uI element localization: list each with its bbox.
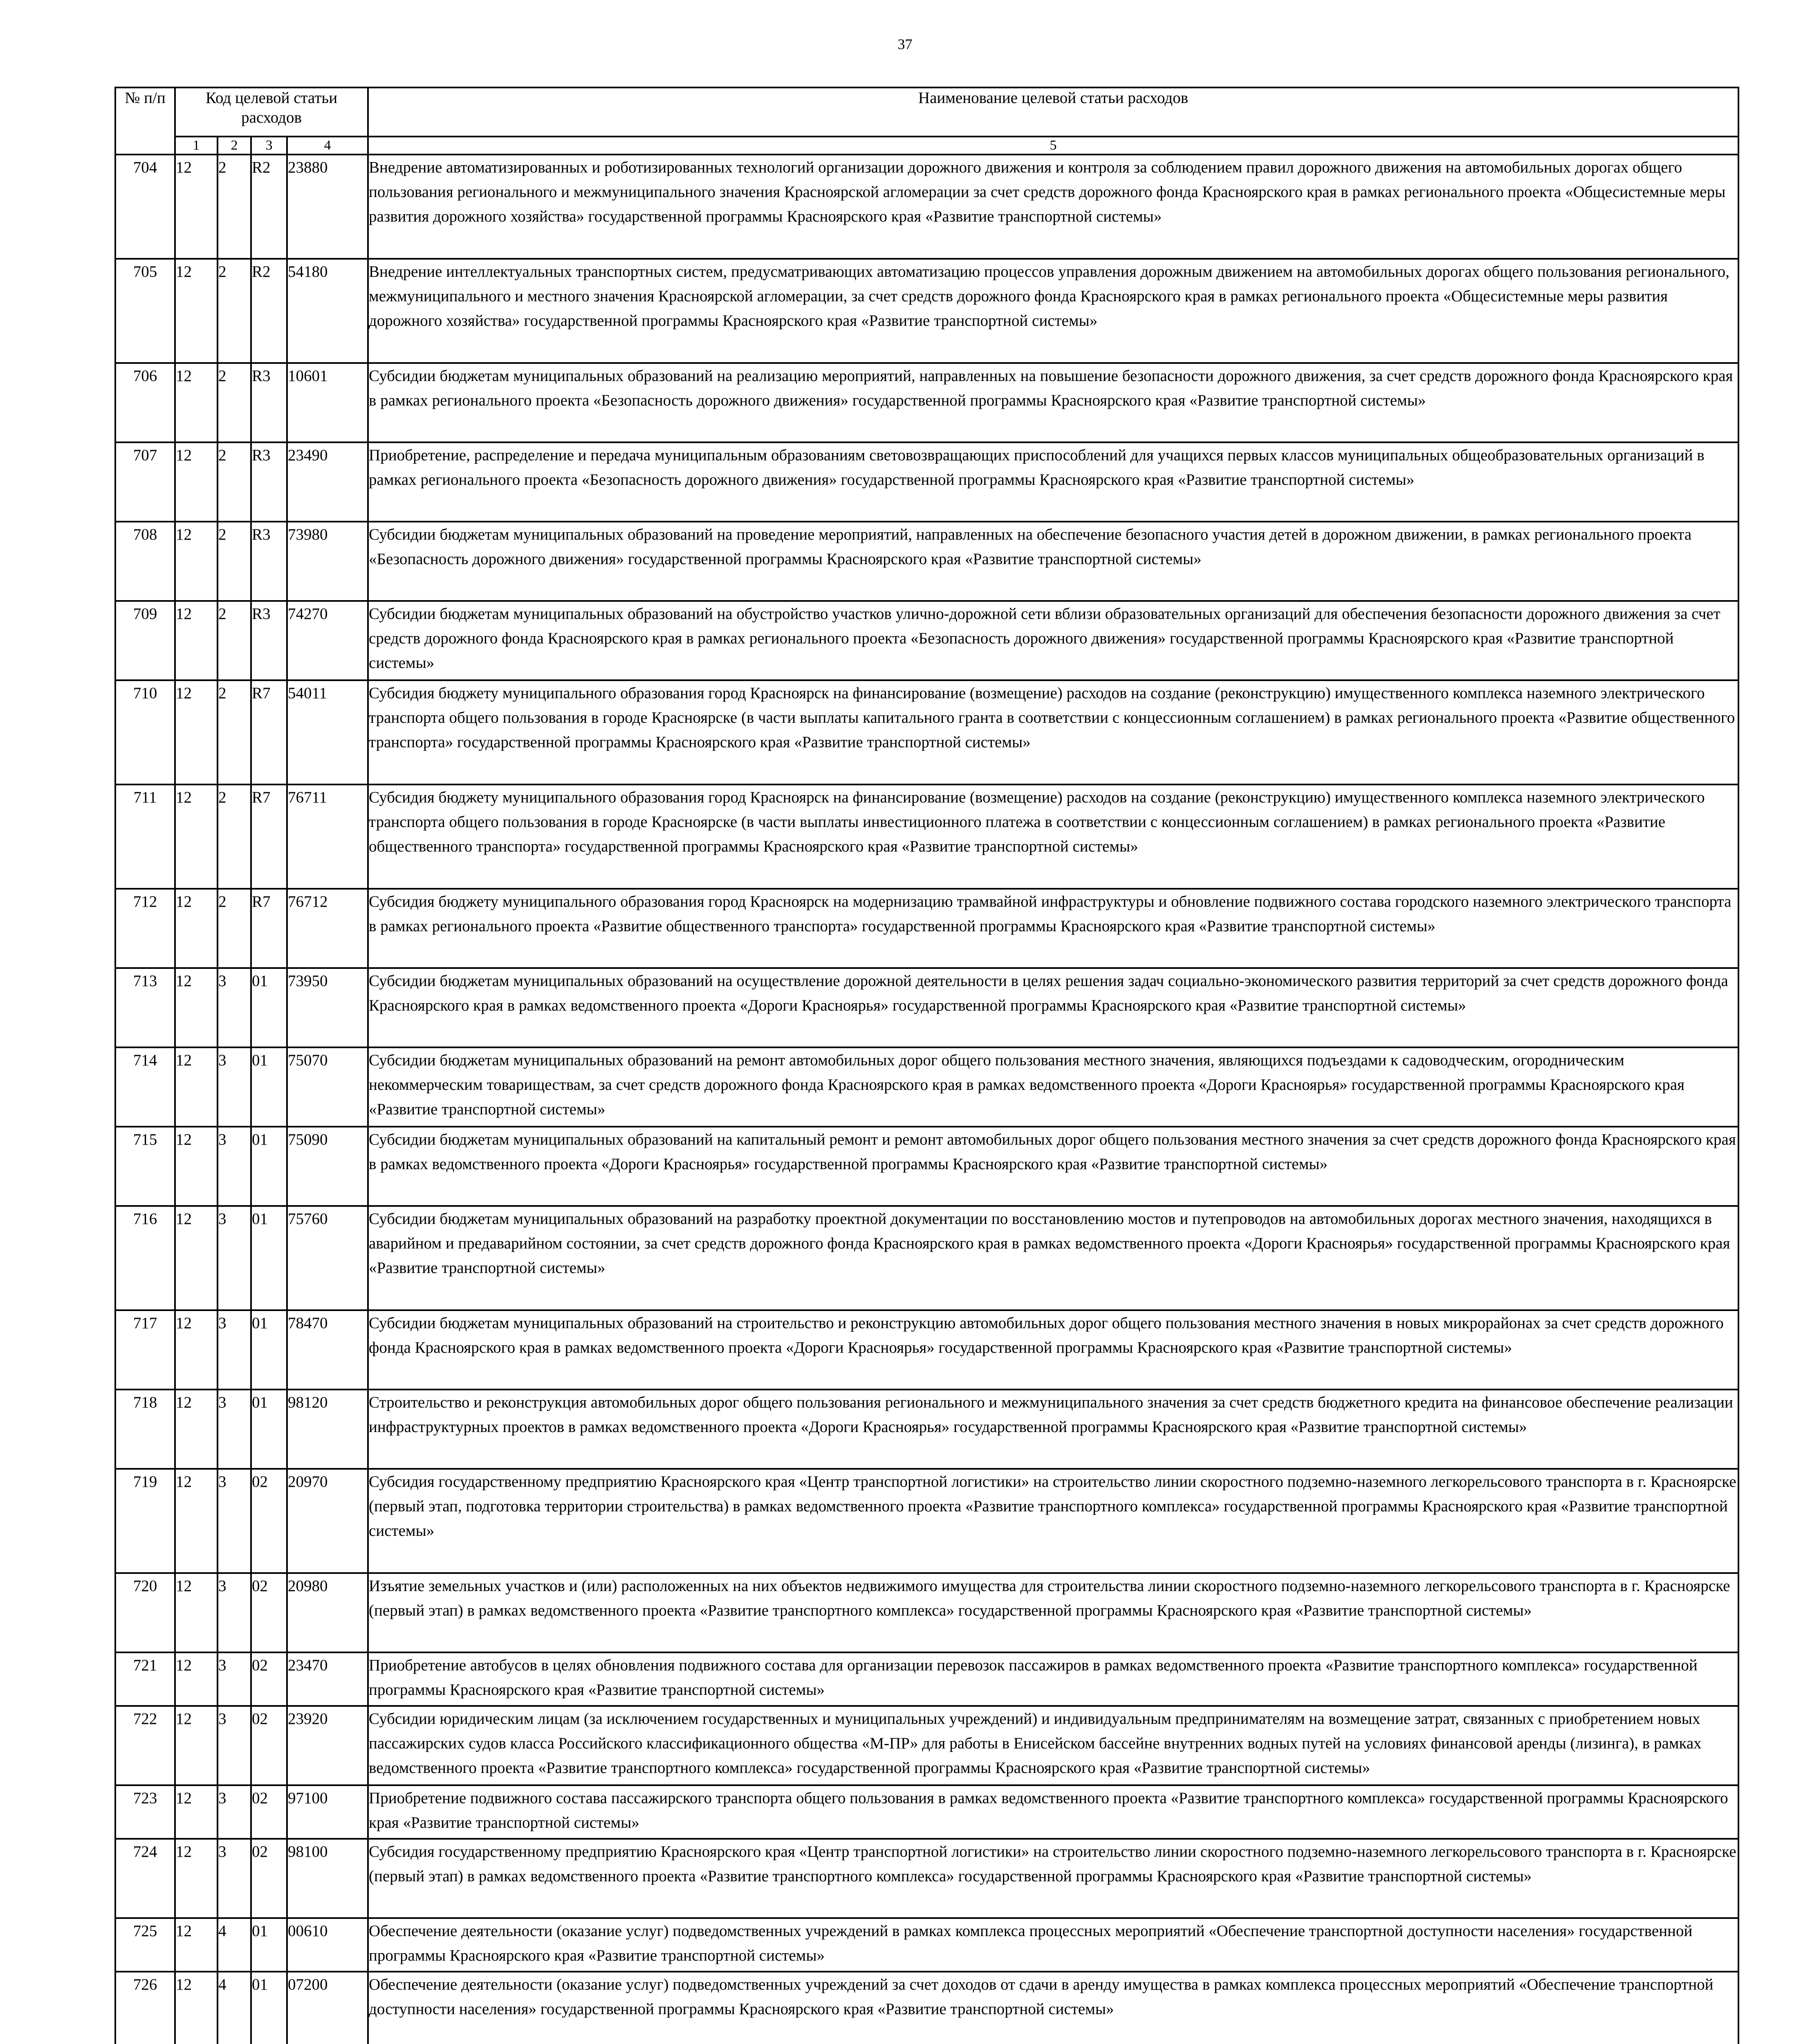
table-row [115,1972,1738,2044]
row-description: Внедрение автоматизированных и роботизированных технологий организации дорожного движения и контроля за соблюдением правил дорожного движения на автомобильных дорогах общего пользования регионального и межмуниципального значения Красноярской агломерации за счет средств дорожного фонда Красноярского края в рамках регионального проекта «Общесистемные меры развития дорожного хозяйства» государственной программы Красноярского края «Развитие транспортной системы» [368,155,1738,259]
row-number: 722 [115,1706,175,1785]
row-description: Субсидия бюджету муниципального образования город Красноярск на финансирование (возмещение) расходов на создание (реконструкцию) имущественного комплекса наземного электрического транспорта общего пользования в городе Красноярске (в части выплаты капитального гранта в соответствии с концессионным соглашением) в рамках регионального проекта «Развитие общественного транспорта» государственной программы Красноярского края «Развитие транспортной системы» [368,680,1738,784]
code-part-3: R3 [251,363,287,442]
row-number: 720 [115,1573,175,1652]
row-number: 711 [115,784,175,889]
row-number: 725 [115,1918,175,1972]
code-part-4: 98120 [287,1390,368,1469]
header-num-3: 3 [251,137,287,155]
code-part-3: 01 [251,1390,287,1469]
code-part-1: 12 [175,784,218,889]
row-number: 705 [115,259,175,363]
code-part-1: 12 [175,1469,218,1573]
row-description: Приобретение автобусов в целях обновления подвижного состава для организации перевозок пассажиров в рамках ведомственного проекта «Развитие транспортного комплекса» государственной программы Красноярского края «Развитие транспортной системы» [368,1652,1738,1706]
code-part-1: 12 [175,680,218,784]
code-part-4: 20970 [287,1469,368,1573]
code-part-2: 3 [218,1706,251,1785]
table-row [115,1839,1738,1918]
row-description: Приобретение подвижного состава пассажирского транспорта общего пользования в рамках ведомственного проекта «Развитие транспортного комплекса» государственной программы Красноярского края «Развитие транспортной системы» [368,1785,1738,1839]
table-row [115,363,1738,442]
code-part-4: 75070 [287,1047,368,1127]
code-part-3: 02 [251,1652,287,1706]
code-part-3: 01 [251,1918,287,1972]
table-row [115,1573,1738,1652]
row-number: 717 [115,1310,175,1390]
code-part-1: 12 [175,155,218,259]
code-part-4: 07200 [287,1972,368,2044]
row-description: Субсидии юридическим лицам (за исключением государственных и муниципальных учреждений) и индивидуальным предпринимателям на возмещение затрат, связанных с приобретением новых пассажирских судов класса Российского классификационного общества «М-ПР» для работы в Енисейском бассейне внутренних водных путей на условиях финансовой аренды (лизинга), в рамках ведомственного проекта «Развитие транспортного комплекса» государственной программы Красноярского края «Развитие транспортной системы» [368,1706,1738,1785]
code-part-2: 2 [218,442,251,522]
code-part-2: 2 [218,259,251,363]
row-description: Субсидия бюджету муниципального образования город Красноярск на модернизацию трамвайной инфраструктуры и обновление подвижного состава городского наземного электрического транспорта в рамках регионального проекта «Развитие общественного транспорта» государственной программы Красноярского края «Развитие транспортной системы» [368,889,1738,968]
code-part-2: 3 [218,1785,251,1839]
code-part-3: R2 [251,155,287,259]
table-row [115,968,1738,1047]
code-part-1: 12 [175,363,218,442]
code-part-1: 12 [175,522,218,601]
code-part-4: 73950 [287,968,368,1047]
header-num-1: 1 [175,137,218,155]
row-description: Субсидии бюджетам муниципальных образований на разработку проектной документации по восстановлению мостов и путепроводов на автомобильных дорогах местного значения, находящихся в аварийном и предаварийном состоянии, за счет средств дорожного фонда Красноярского края в рамках ведомственного проекта «Дороги Красноярья» государственной программы Красноярского края «Развитие транспортной системы» [368,1206,1738,1310]
row-number: 724 [115,1839,175,1918]
header-num-2: 2 [218,137,251,155]
table-header [115,87,1738,155]
code-part-1: 12 [175,1918,218,1972]
table-row [115,1047,1738,1127]
row-description: Субсидии бюджетам муниципальных образований на осуществление дорожной деятельности в целях решения задач социально-экономического развития территорий за счет средств дорожного фонда Красноярского края в рамках ведомственного проекта «Дороги Красноярья» государственной программы Красноярского края «Развитие транспортной системы» [368,968,1738,1047]
header-no: № п/п [115,87,175,155]
code-part-4: 23490 [287,442,368,522]
code-part-1: 12 [175,1206,218,1310]
header-code: Код целевой статьи расходов [175,87,368,137]
row-number: 715 [115,1127,175,1206]
code-part-2: 2 [218,522,251,601]
code-part-4: 74270 [287,601,368,680]
header-num-4: 4 [287,137,368,155]
code-part-3: R3 [251,601,287,680]
table-row [115,155,1738,259]
code-part-4: 23470 [287,1652,368,1706]
table-row [115,1918,1738,1972]
code-part-2: 3 [218,1206,251,1310]
code-part-4: 75090 [287,1127,368,1206]
row-description: Строительство и реконструкция автомобильных дорог общего пользования регионального и межмуниципального значения за счет средств бюджетного кредита на финансовое обеспечение реализации инфраструктурных проектов в рамках ведомственного проекта «Дороги Красноярья» государственной программы Красноярского края «Развитие транспортной системы» [368,1390,1738,1469]
row-number: 723 [115,1785,175,1839]
code-part-4: 73980 [287,522,368,601]
code-part-1: 12 [175,1706,218,1785]
code-part-3: 02 [251,1573,287,1652]
row-number: 716 [115,1206,175,1310]
code-part-2: 2 [218,784,251,889]
code-part-2: 3 [218,1310,251,1390]
budget-table [114,87,1739,2044]
row-description: Субсидии бюджетам муниципальных образований на обустройство участков улично-дорожной сети вблизи образовательных организаций для обеспечения безопасности дорожного движения за счет средств дорожного фонда Красноярского края в рамках регионального проекта «Безопасность дорожного движения» государственной программы Красноярского края «Развитие транспортной системы» [368,601,1738,680]
code-part-1: 12 [175,1839,218,1918]
row-number: 709 [115,601,175,680]
code-part-3: 02 [251,1785,287,1839]
code-part-2: 3 [218,968,251,1047]
page-number: 37 [897,36,913,52]
table-body [115,155,1738,2044]
row-description: Субсидия государственному предприятию Красноярского края «Центр транспортной логистики» на строительство линии скоростного подземно-наземного легкорельсового транспорта в г. Красноярске (первый этап, подготовка территории строительства) в рамках ведомственного проекта «Развитие транспортного комплекса» государственной программы Красноярского края «Развитие транспортной системы» [368,1469,1738,1573]
code-part-1: 12 [175,968,218,1047]
code-part-4: 54180 [287,259,368,363]
code-part-2: 2 [218,155,251,259]
code-part-3: R3 [251,442,287,522]
row-number: 718 [115,1390,175,1469]
table-row [115,1785,1738,1839]
code-part-1: 12 [175,601,218,680]
code-part-4: 98100 [287,1839,368,1918]
code-part-4: 23920 [287,1706,368,1785]
code-part-4: 23880 [287,155,368,259]
table-row [115,442,1738,522]
code-part-1: 12 [175,1573,218,1652]
code-part-2: 2 [218,680,251,784]
row-number: 710 [115,680,175,784]
code-part-4: 78470 [287,1310,368,1390]
code-part-3: 01 [251,1310,287,1390]
row-number: 712 [115,889,175,968]
code-part-1: 12 [175,1785,218,1839]
code-part-4: 97100 [287,1785,368,1839]
code-part-2: 3 [218,1839,251,1918]
row-description: Субсидия бюджету муниципального образования город Красноярск на финансирование (возмещение) расходов на создание (реконструкцию) имущественного комплекса наземного электрического транспорта общего пользования в городе Красноярске (в части выплаты инвестиционного платежа в соответствии с концессионным соглашением) в рамках регионального проекта «Развитие общественного транспорта» государственной программы Красноярского края «Развитие транспортной системы» [368,784,1738,889]
row-number: 714 [115,1047,175,1127]
table-row [115,1206,1738,1310]
code-part-3: 01 [251,1047,287,1127]
code-part-1: 12 [175,889,218,968]
code-part-2: 3 [218,1573,251,1652]
code-part-2: 3 [218,1047,251,1127]
table-row [115,1390,1738,1469]
row-description: Субсидия государственному предприятию Красноярского края «Центр транспортной логистики» на строительство линии скоростного подземно-наземного легкорельсового транспорта в г. Красноярске (первый этап) в рамках ведомственного проекта «Развитие транспортного комплекса» государственной программы Красноярского края «Развитие транспортной системы» [368,1839,1738,1918]
code-part-2: 3 [218,1390,251,1469]
code-part-3: 01 [251,1127,287,1206]
code-part-2: 2 [218,363,251,442]
code-part-1: 12 [175,1047,218,1127]
header-num-5: 5 [368,137,1738,155]
code-part-2: 3 [218,1469,251,1573]
code-part-4: 54011 [287,680,368,784]
table-row [115,784,1738,889]
code-part-3: R7 [251,784,287,889]
table-row [115,601,1738,680]
row-number: 707 [115,442,175,522]
code-part-4: 75760 [287,1206,368,1310]
table-row [115,889,1738,968]
row-number: 704 [115,155,175,259]
code-part-3: R7 [251,889,287,968]
row-number: 708 [115,522,175,601]
header-numbers-row [115,137,1738,155]
code-part-2: 3 [218,1652,251,1706]
code-part-4: 00610 [287,1918,368,1972]
row-number: 719 [115,1469,175,1573]
code-part-1: 12 [175,1652,218,1706]
code-part-1: 12 [175,442,218,522]
code-part-3: 02 [251,1839,287,1918]
row-number: 721 [115,1652,175,1706]
row-number: 713 [115,968,175,1047]
code-part-3: R2 [251,259,287,363]
table-row [115,680,1738,784]
row-description: Субсидии бюджетам муниципальных образований на реализацию мероприятий, направленных на повышение безопасности дорожного движения, за счет средств дорожного фонда Красноярского края в рамках регионального проекта «Безопасность дорожного движения» государственной программы Красноярского края «Развитие транспортной системы» [368,363,1738,442]
code-part-1: 12 [175,259,218,363]
code-part-2: 4 [218,1972,251,2044]
code-part-2: 3 [218,1127,251,1206]
table-row [115,1469,1738,1573]
row-description: Субсидии бюджетам муниципальных образований на капитальный ремонт и ремонт автомобильных дорог общего пользования местного значения за счет средств дорожного фонда Красноярского края в рамках ведомственного проекта «Дороги Красноярья» государственной программы Красноярского края «Развитие транспортной системы» [368,1127,1738,1206]
table-row [115,522,1738,601]
code-part-3: 01 [251,1972,287,2044]
row-number: 706 [115,363,175,442]
code-part-3: 02 [251,1706,287,1785]
row-description: Субсидии бюджетам муниципальных образований на ремонт автомобильных дорог общего пользования местного значения, являющихся подъездами к садоводческим, огородническим некоммерческим товариществам, за счет средств дорожного фонда Красноярского края в рамках ведомственного проекта «Дороги Красноярья» государственной программы Красноярского края «Развитие транспортной системы» [368,1047,1738,1127]
row-description: Субсидии бюджетам муниципальных образований на проведение мероприятий, направленных на обеспечение безопасного участия детей в дорожном движении, в рамках регионального проекта «Безопасность дорожного движения» государственной программы Красноярского края «Развитие транспортной системы» [368,522,1738,601]
code-part-3: 01 [251,968,287,1047]
code-part-3: R3 [251,522,287,601]
code-part-1: 12 [175,1310,218,1390]
code-part-3: R7 [251,680,287,784]
row-number: 726 [115,1972,175,2044]
row-description: Субсидии бюджетам муниципальных образований на строительство и реконструкцию автомобильных дорог общего пользования местного значения в новых микрорайонах за счет средств дорожного фонда Красноярского края в рамках ведомственного проекта «Дороги Красноярья» государственной программы Красноярского края «Развитие транспортной системы» [368,1310,1738,1390]
code-part-3: 01 [251,1206,287,1310]
code-part-1: 12 [175,1390,218,1469]
row-description: Изъятие земельных участков и (или) расположенных на них объектов недвижимого имущества для строительства линии скоростного подземно-наземного легкорельсового транспорта в г. Красноярске (первый этап) в рамках ведомственного проекта «Развитие транспортного комплекса» государственной программы Красноярского края «Развитие транспортной системы» [368,1573,1738,1652]
table-row [115,1310,1738,1390]
code-part-1: 12 [175,1972,218,2044]
row-description: Обеспечение деятельности (оказание услуг) подведомственных учреждений за счет доходов от сдачи в аренду имущества в рамках комплекса процессных мероприятий «Обеспечение транспортной доступности населения» государственной программы Красноярского края «Развитие транспортной системы» [368,1972,1738,2044]
code-part-4: 76712 [287,889,368,968]
row-description: Приобретение, распределение и передача муниципальным образованиям световозвращающих приспособлений для учащихся первых классов муниципальных общеобразовательных организаций в рамках регионального проекта «Безопасность дорожного движения» государственной программы Красноярского края «Развитие транспортной системы» [368,442,1738,522]
row-description: Внедрение интеллектуальных транспортных систем, предусматривающих автоматизацию процессов управления дорожным движением на автомобильных дорогах общего пользования регионального, межмуниципального и местного значения Красноярской агломерации, за счет средств дорожного фонда Красноярского края в рамках регионального проекта «Общесистемные меры развития дорожного хозяйства» государственной программы Красноярского края «Развитие транспортной системы» [368,259,1738,363]
code-part-4: 10601 [287,363,368,442]
code-part-3: 02 [251,1469,287,1573]
code-part-2: 4 [218,1918,251,1972]
row-description: Обеспечение деятельности (оказание услуг) подведомственных учреждений в рамках комплекса процессных мероприятий «Обеспечение транспортной доступности населения» государственной программы Красноярского края «Развитие транспортной системы» [368,1918,1738,1972]
code-part-4: 76711 [287,784,368,889]
table-row [115,1706,1738,1785]
code-part-4: 20980 [287,1573,368,1652]
table-row [115,259,1738,363]
code-part-1: 12 [175,1127,218,1206]
table-row [115,1652,1738,1706]
header-name: Наименование целевой статьи расходов [368,87,1738,137]
code-part-2: 2 [218,889,251,968]
table-row [115,1127,1738,1206]
code-part-2: 2 [218,601,251,680]
